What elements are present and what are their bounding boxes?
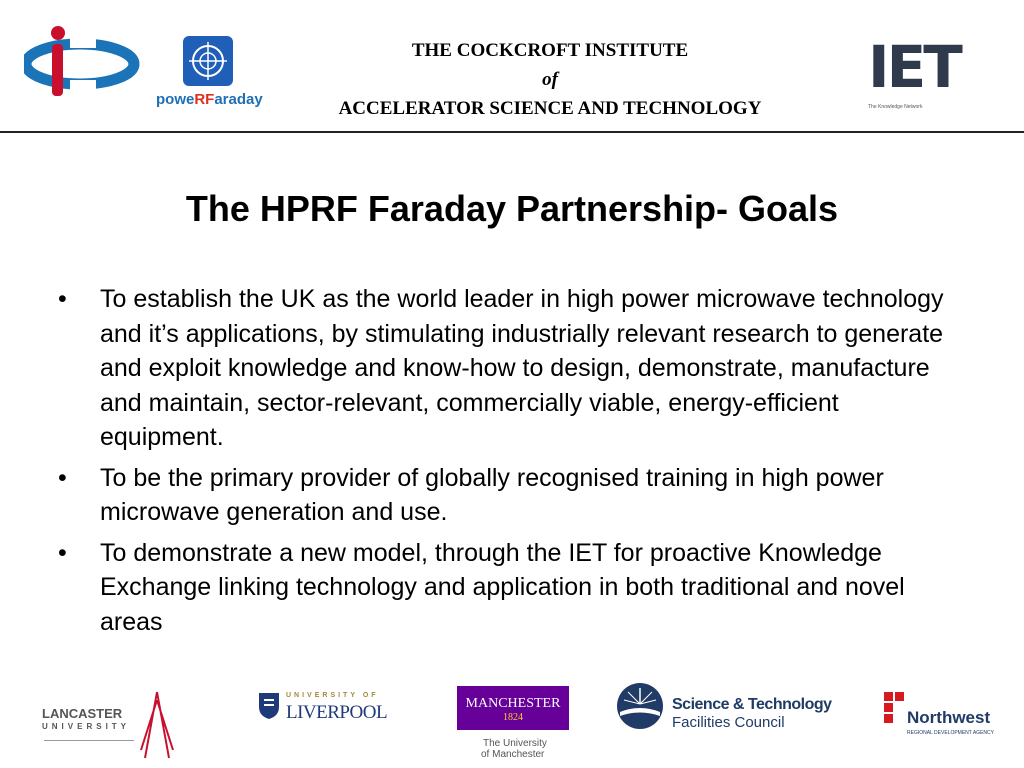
powerfaraday-logo <box>150 36 265 111</box>
northwest-text: Northwest <box>907 708 991 727</box>
powerfaraday-text-pre: powe <box>156 91 195 108</box>
lancaster-subtext: UNIVERSITY <box>42 722 131 731</box>
liverpool-small-text: UNIVERSITY OF <box>286 692 379 699</box>
liverpool-crest-icon <box>258 692 280 720</box>
bullet-marker: • <box>58 538 67 567</box>
bullet-marker: • <box>58 285 67 313</box>
stfc-text-1: Science & Technology <box>672 696 832 713</box>
stfc-logo <box>616 682 846 732</box>
manchester-subtext-1: The University <box>483 738 547 749</box>
liverpool-text: LIVERPOOL <box>286 702 388 723</box>
iet-tagline: The Knowledge Network <box>868 104 923 110</box>
northwest-subtext: REGIONAL DEVELOPMENT AGENCY <box>907 730 994 736</box>
university-of-liverpool-logo <box>258 690 398 726</box>
goal-text: To establish the UK as the world leader in high power microwave technology and it’s applications, by stimulating industrially relevant research to generate and exploit knowledge and know-how to design, demonstrate, manufacture and maintain, sector-relevant, commercially viable, energy-efficient equipment. <box>100 285 944 451</box>
goal-text: To demonstrate a new model, through the IET for proactive Knowledge Exchange linking technology and application in both traditional and novel areas <box>100 538 905 636</box>
powerfaraday-text-post: araday <box>214 91 263 108</box>
manchester-subtext-2: of Manchester <box>481 749 545 760</box>
goal-item <box>58 461 958 530</box>
northwest-emblem-icon <box>884 692 904 728</box>
lancaster-university-logo <box>42 690 182 760</box>
powerfaraday-text-rf: RF <box>194 91 215 108</box>
iet-logo-text: IET <box>868 33 960 101</box>
stfc-text-2: Facilities Council <box>672 714 785 731</box>
university-of-manchester-logo <box>457 686 571 766</box>
manchester-purple-box <box>457 686 569 730</box>
header-line-3: ACCELERATOR SCIENCE AND TECHNOLOGY <box>338 98 762 119</box>
institute-header <box>260 36 840 123</box>
powerfaraday-emblem-icon <box>183 36 233 86</box>
header-line-2: of <box>542 69 558 90</box>
northwest-rda-logo <box>884 692 1004 742</box>
goal-text: To be the primary provider of globally recognised training in high power microwave generation and use. <box>100 463 884 526</box>
cockcroft-institute-logo <box>24 22 140 100</box>
header-line-1: THE COCKCROFT INSTITUTE <box>411 40 689 61</box>
goals-bullet-list <box>58 282 958 645</box>
lancaster-text: LANCASTER <box>42 706 123 721</box>
header-divider <box>0 131 1024 133</box>
bullet-marker: • <box>58 463 67 492</box>
stfc-emblem-icon <box>616 682 664 730</box>
lancaster-signature-rule <box>44 740 134 741</box>
manchester-text: MANCHESTER <box>465 696 561 711</box>
lancaster-emblem-icon <box>137 690 177 760</box>
iet-logo <box>868 33 978 114</box>
manchester-year: 1824 <box>503 712 523 723</box>
goal-item <box>58 282 958 455</box>
slide-title: The HPRF Faraday Partnership- Goals <box>185 188 839 229</box>
goal-item <box>58 536 958 640</box>
